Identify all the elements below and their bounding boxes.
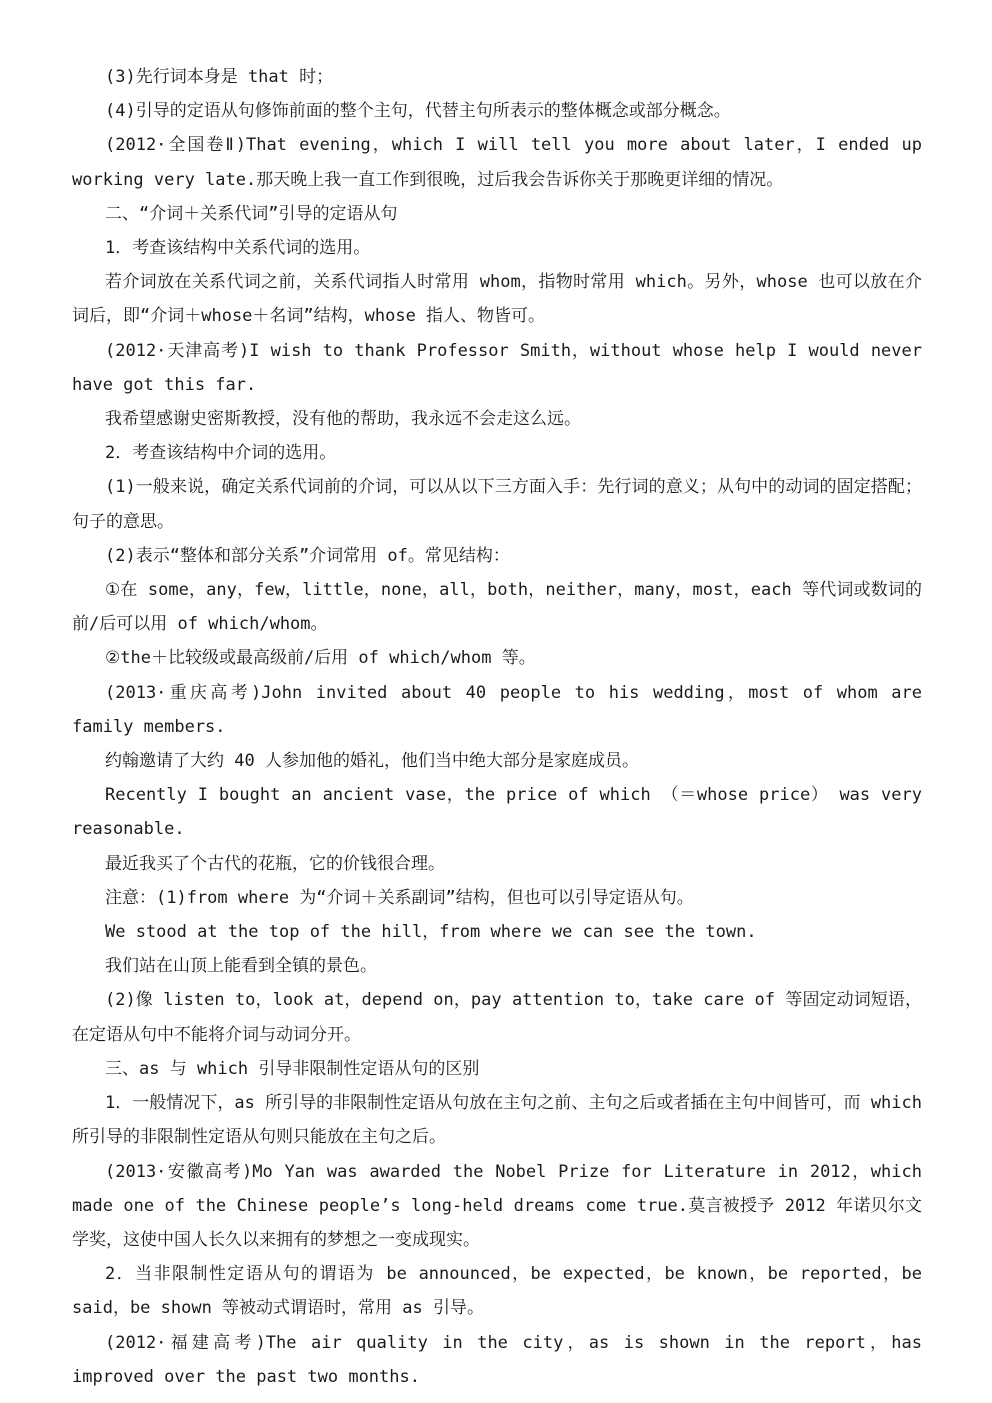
doc-paragraph: ①在 some，any，few，little，none，all，both，neither，many，most，each 等代词或数词的前/后可以用 of which/whom。 [72,580,922,635]
doc-paragraph: 2．当非限制性定语从句的谓语为 be announced，be expected，be known，be reported，be said，be shown 等被动式谓语时，常用 as 引导。 [72,1264,922,1319]
doc-heading-section-3: 三、as 与 which 引导非限制性定语从句的区别 [105,1058,480,1079]
doc-paragraph: 最近我买了个古代的花瓶，它的价钱很合理。 [105,853,445,874]
doc-paragraph: (2013·重庆高考)John invited about 40 people to his wedding，most of whom are family members. [72,682,922,737]
doc-paragraph: ②the＋比较级或最高级前/后用 of which/whom 等。 [105,648,536,669]
doc-paragraph: (2012·福建高考)The air quality in the city，as is shown in the report，has improved over the past two months. [72,1332,922,1387]
doc-paragraph: 1．考查该结构中关系代词的选用。 [105,238,371,259]
doc-paragraph: (4)引导的定语从句修饰前面的整个主句，代替主句所表示的整体概念或部分概念。 [105,101,731,122]
doc-paragraph: 我希望感谢史密斯教授，没有他的帮助，我永远不会走这么远。 [105,409,581,430]
doc-paragraph: (2012·天津高考)I wish to thank Professor Smith，without whose help I would never have got this far. [72,340,922,395]
doc-paragraph: (2013·安徽高考)Mo Yan was awarded the Nobel Prize for Literature in 2012，which made one of the Chinese people’s long-held dreams come true.莫言被授予 2012 年诺贝尔文学奖，这使中国人长久以来拥有的梦想之一变成现实。 [72,1161,922,1250]
doc-paragraph: (1)一般来说，确定关系代词前的介词，可以从以下三方面入手：先行词的意义；从句中的动词的固定搭配；句子的意思。 [72,477,922,532]
doc-paragraph: (2)表示“整体和部分关系”介词常用 of。常见结构： [105,545,510,566]
doc-paragraph: 若介词放在关系代词之前，关系代词指人时常用 whom，指物时常用 which。另外，whose 也可以放在介词后，即“介词＋whose＋名词”结构，whose 指人、物皆可。 [72,272,922,327]
doc-paragraph: 1．一般情况下，as 所引导的非限制性定语从句放在主句之前、主句之后或者插在主句中间皆可，而 which 所引导的非限制性定语从句则只能放在主句之后。 [72,1093,922,1148]
doc-paragraph: 约翰邀请了大约 40 人参加他的婚礼，他们当中绝大部分是家庭成员。 [105,751,639,772]
doc-paragraph: We stood at the top of the hill，from where we can see the town. [105,922,757,943]
doc-paragraph: (2)像 listen to，look at，depend on，pay attention to，take care of 等固定动词短语，在定语从句中不能将介词与动词分开。 [72,990,922,1045]
doc-paragraph: (2012·全国卷Ⅱ)That evening，which I will tell you more about later，I ended up working very late.那天晚上我一直工作到很晚，过后我会告诉你关于那晚更详细的情况。 [72,135,922,190]
doc-paragraph: 我们站在山顶上能看到全镇的景色。 [105,956,377,977]
doc-paragraph: 2．考查该结构中介词的选用。 [105,443,337,464]
document-body [72,60,922,1394]
doc-paragraph: Recently I bought an ancient vase，the price of which （＝whose price） was very reasonable. [72,785,922,840]
doc-paragraph: (3)先行词本身是 that 时； [105,67,334,87]
doc-heading-section-2: 二、“介词＋关系代词”引导的定语从句 [105,203,398,224]
doc-paragraph: 注意：(1)from where 为“介词＋关系副词”结构，但也可以引导定语从句。 [105,887,694,908]
